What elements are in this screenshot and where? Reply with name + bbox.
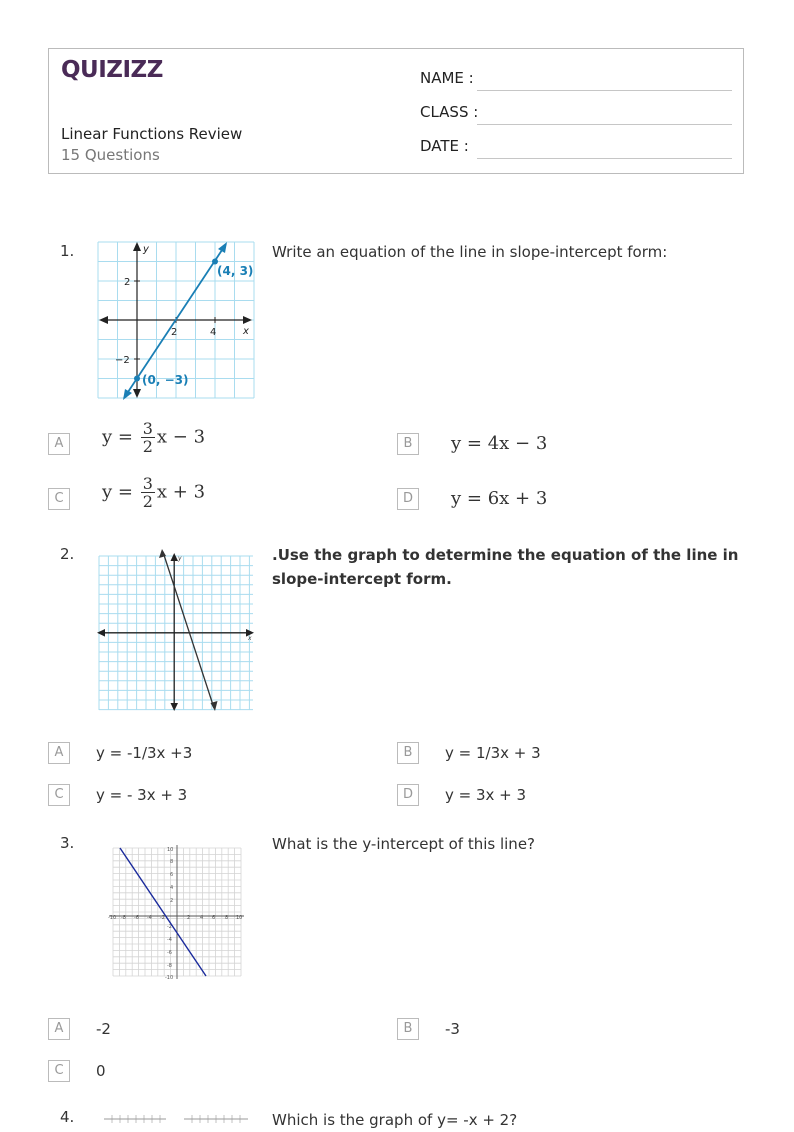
q1-y-arrow-up <box>133 242 141 251</box>
svg-text:-10: -10 <box>108 915 117 921</box>
q3-option-a-letter[interactable]: A <box>48 1018 70 1040</box>
date-field[interactable] <box>420 137 732 161</box>
q3-option-b-letter[interactable]: B <box>397 1018 419 1040</box>
q1-tick-x2-label: 2 <box>171 327 178 338</box>
question-1-text: Write an equation of the line in slope-intercept form: <box>272 243 668 261</box>
question-3-graph <box>104 842 244 980</box>
worksheet-header <box>48 48 744 174</box>
question-4-number: 4. <box>60 1108 75 1126</box>
svg-text:-4: -4 <box>147 915 152 921</box>
svg-text:8: 8 <box>225 915 229 921</box>
worksheet-title: Linear Functions Review <box>61 125 243 143</box>
question-4-graphs-partial <box>100 1112 250 1123</box>
q2-option-d-letter[interactable]: D <box>397 784 419 806</box>
name-field[interactable] <box>420 69 732 93</box>
question-3-number: 3. <box>60 834 75 852</box>
question-count: 15 Questions <box>61 146 160 164</box>
svg-text:4: 4 <box>200 915 204 921</box>
q2-y-arrow-up <box>171 553 179 561</box>
q1-axis-y-label: y <box>143 244 149 255</box>
question-1-number: 1. <box>60 242 75 260</box>
q1-x-arrow-left <box>99 316 108 324</box>
question-2-graph <box>96 548 256 714</box>
svg-text:6: 6 <box>170 872 174 878</box>
q1-option-a-letter[interactable]: A <box>48 433 70 455</box>
q2-option-d-text[interactable]: y = 3x + 3 <box>445 786 527 804</box>
q2-option-b-letter[interactable]: B <box>397 742 419 764</box>
question-1-graph <box>96 240 256 400</box>
q1-option-b-letter[interactable]: B <box>397 433 419 455</box>
q2-option-a-letter[interactable]: A <box>48 742 70 764</box>
q1-tick-x4-label: 4 <box>210 327 217 338</box>
q3-option-a-text[interactable]: -2 <box>96 1020 111 1038</box>
q1-option-b-text[interactable]: y = 4x − 3 <box>451 433 548 454</box>
svg-text:4: 4 <box>170 885 174 891</box>
q3-option-c-text[interactable]: 0 <box>96 1062 106 1080</box>
question-3-text: What is the y-intercept of this line? <box>272 835 536 853</box>
svg-text:-4: -4 <box>167 937 172 943</box>
q1-y-arrow-down <box>133 389 141 398</box>
q1-option-a-text[interactable]: y = $\frac{3}{2}$ x − 3 <box>102 419 206 456</box>
q1-tick-yneg2-label: −2 <box>115 355 130 366</box>
q1-option-d-letter[interactable]: D <box>397 488 419 510</box>
svg-text:2: 2 <box>187 915 191 921</box>
class-field[interactable] <box>420 103 732 127</box>
quizizz-logo: QUIZIZZ <box>61 57 163 83</box>
svg-text:-10: -10 <box>165 975 174 980</box>
question-4-text: Which is the graph of y= -x + 2? <box>272 1111 518 1129</box>
class-label: CLASS : <box>420 103 479 121</box>
svg-text:-8: -8 <box>167 963 172 969</box>
q2-option-b-text[interactable]: y = 1/3x + 3 <box>445 744 541 762</box>
class-line[interactable] <box>477 124 732 125</box>
q1-option-c-letter[interactable]: C <box>48 488 70 510</box>
q1-point-bottom-label: (0, −3) <box>142 373 189 387</box>
question-2-text: .Use the graph to determine the equation of the line in slope-intercept form. <box>272 546 739 588</box>
q2-option-c-letter[interactable]: C <box>48 784 70 806</box>
date-label: DATE : <box>420 137 469 155</box>
q2-x-arrow-left <box>97 629 105 637</box>
date-line[interactable] <box>477 158 732 159</box>
svg-text:-6: -6 <box>134 915 139 921</box>
svg-text:-6: -6 <box>167 950 172 956</box>
q1-point-top-label: (4, 3) <box>217 264 254 278</box>
svg-text:6: 6 <box>212 915 216 921</box>
svg-text:2: 2 <box>170 898 174 904</box>
question-2-number: 2. <box>60 545 75 563</box>
q2-axis-y-label: y <box>178 555 182 562</box>
q3-option-c-letter[interactable]: C <box>48 1060 70 1082</box>
svg-text:8: 8 <box>170 859 174 865</box>
q3-option-b-text[interactable]: -3 <box>445 1020 460 1038</box>
name-line[interactable] <box>477 90 732 91</box>
q1-line-arrow-top <box>218 242 227 253</box>
q1-x-arrow-right <box>243 316 252 324</box>
q1-option-c-text[interactable]: y = $\frac{3}{2}$ x + 3 <box>102 474 206 511</box>
svg-text:-2: -2 <box>167 924 172 930</box>
q1-point-bottom <box>134 376 140 382</box>
q1-axis-x-label: x <box>243 326 249 337</box>
q1-tick-y2-label: 2 <box>124 277 131 288</box>
name-label: NAME : <box>420 69 474 87</box>
svg-text:10: 10 <box>236 915 243 921</box>
svg-text:-8: -8 <box>121 915 126 921</box>
q2-option-a-text[interactable]: y = -1/3x +3 <box>96 744 193 762</box>
q2-option-c-text[interactable]: y = - 3x + 3 <box>96 786 188 804</box>
q2-axis-x-label: x <box>248 635 252 642</box>
svg-text:10: 10 <box>167 847 174 853</box>
q1-option-d-text[interactable]: y = 6x + 3 <box>451 488 548 509</box>
svg-text:-2: -2 <box>160 915 165 921</box>
